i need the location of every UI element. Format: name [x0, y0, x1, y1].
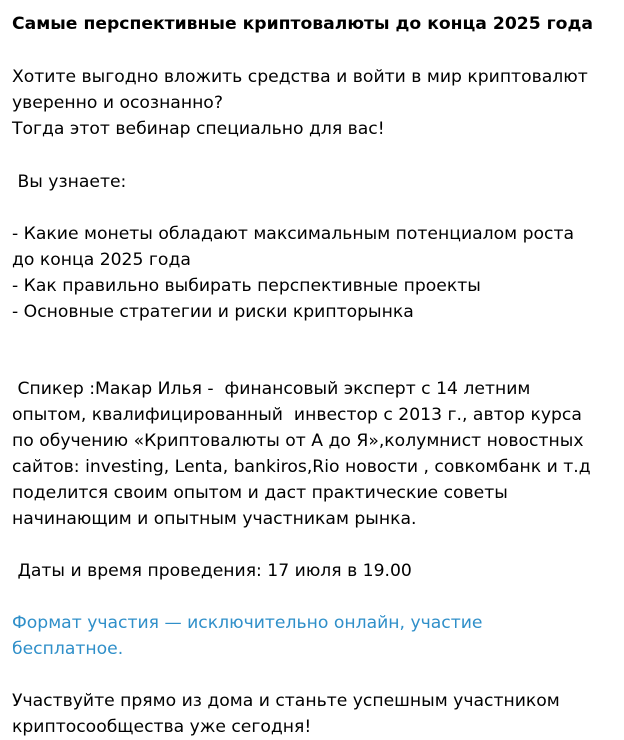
list-item: - Основные стратегии и риски крипторынка [12, 302, 414, 322]
speaker-line: поделится своим опытом и даст практические советы [12, 483, 508, 503]
closing-line: Участвуйте прямо из дома и станьте успешным участником [12, 691, 560, 711]
speaker-line: сайтов: investing, Lenta, bankiros,Rio новости , совкомбанк и т.д [12, 457, 591, 477]
speaker-paragraph [12, 376, 591, 532]
closing-paragraph [12, 688, 560, 740]
speaker-line: опытом, квалифицированный инвестор с 2013 г., автор курса [12, 405, 582, 425]
intro-line: уверенно и осознанно? [12, 93, 223, 113]
speaker-line: начинающим и опытным участникам рынка. [12, 509, 417, 529]
format-line: бесплатное. [12, 639, 124, 659]
learn-heading: Вы узнаете: [12, 172, 127, 192]
format-paragraph [12, 610, 483, 662]
list-item: - Как правильно выбирать перспективные проекты [12, 276, 481, 296]
speaker-line: Спикер :Макар Илья - финансовый эксперт с 14 летним [12, 379, 531, 399]
post-title: Самые перспективные криптовалюты до конца 2025 года [12, 14, 593, 34]
intro-line: Хотите выгодно вложить средства и войти в мир криптовалют [12, 67, 588, 87]
speaker-line: по обучению «Криптовалюты от А до Я»,колумнист новостных [12, 431, 584, 451]
intro-paragraph [12, 64, 588, 142]
intro-line: Тогда этот вебинар специально для вас! [12, 119, 385, 139]
learn-list [12, 221, 574, 325]
format-line: Формат участия — исключительно онлайн, участие [12, 613, 483, 633]
list-item: - Какие монеты обладают максимальным потенциалом роста [12, 224, 575, 244]
closing-line: криптосообщества уже сегодня! [12, 717, 312, 737]
list-item: до конца 2025 года [12, 250, 191, 270]
dates-line: Даты и время проведения: 17 июля в 19.00 [12, 561, 412, 581]
